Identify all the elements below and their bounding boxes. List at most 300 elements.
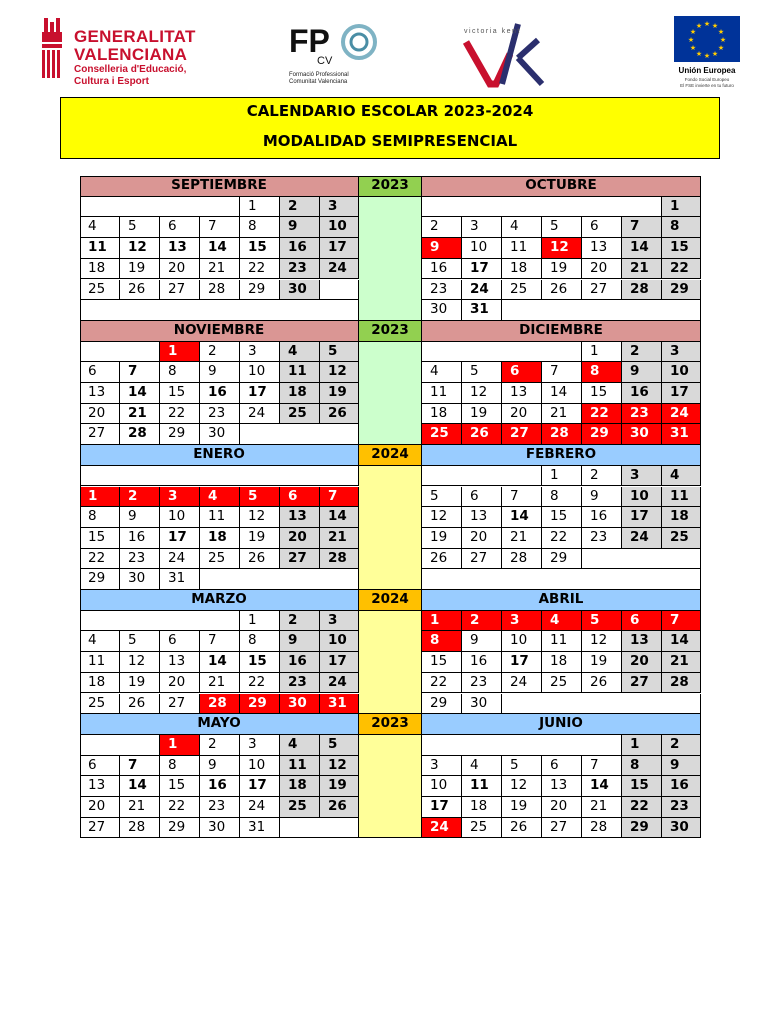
day-cell: 6 bbox=[462, 487, 502, 508]
day-cell: 16 bbox=[120, 528, 160, 549]
day-cell: 25 bbox=[542, 673, 582, 694]
day-cell: 23 bbox=[120, 549, 160, 570]
day-cell: 28 bbox=[502, 549, 542, 570]
day-cell: 6 bbox=[502, 362, 542, 383]
day-cell: 12 bbox=[320, 362, 359, 383]
day-cell: 4 bbox=[80, 217, 120, 238]
day-cell: 26 bbox=[542, 280, 582, 301]
day-cell: 19 bbox=[120, 673, 160, 694]
day-cell: 11 bbox=[462, 776, 502, 797]
year-label: 2023 bbox=[359, 321, 422, 342]
day-cell: 9 bbox=[622, 362, 662, 383]
day-cell: 3 bbox=[160, 487, 200, 508]
day-cell: 18 bbox=[502, 259, 542, 280]
day-cell: 30 bbox=[280, 280, 320, 301]
day-cell: 24 bbox=[662, 404, 701, 425]
day-cell: 10 bbox=[240, 362, 280, 383]
calendar-grid bbox=[80, 176, 701, 838]
svg-text:★: ★ bbox=[689, 28, 697, 36]
day-cell: 22 bbox=[240, 673, 280, 694]
day-cell: 15 bbox=[240, 238, 280, 259]
title-line1: CALENDARIO ESCOLAR 2023-2024 bbox=[246, 102, 534, 120]
day-cell: 20 bbox=[160, 673, 200, 694]
eu-line2: Fondo Social Europeo bbox=[684, 77, 730, 82]
day-cell: 18 bbox=[80, 673, 120, 694]
day-cell: 26 bbox=[320, 404, 359, 425]
day-cell: 24 bbox=[240, 797, 280, 818]
svg-text:★: ★ bbox=[717, 28, 725, 36]
day-cell: 17 bbox=[240, 383, 280, 404]
day-cell: 16 bbox=[622, 383, 662, 404]
day-cell: 25 bbox=[502, 280, 542, 301]
month-header: MARZO bbox=[80, 590, 359, 611]
empty-cell bbox=[422, 197, 662, 218]
day-cell: 24 bbox=[422, 818, 462, 839]
day-cell: 30 bbox=[422, 300, 462, 321]
day-cell: 5 bbox=[320, 342, 359, 363]
day-cell: 19 bbox=[462, 404, 502, 425]
day-cell: 31 bbox=[462, 300, 502, 321]
day-cell: 26 bbox=[320, 797, 359, 818]
day-cell: 9 bbox=[200, 756, 240, 777]
day-cell: 11 bbox=[280, 362, 320, 383]
day-cell: 9 bbox=[280, 631, 320, 652]
day-cell: 5 bbox=[120, 631, 160, 652]
day-cell: 5 bbox=[502, 756, 542, 777]
day-cell: 10 bbox=[462, 238, 502, 259]
fp-line1: Formació Professional bbox=[289, 72, 349, 78]
title-box bbox=[60, 97, 720, 159]
day-cell: 9 bbox=[200, 362, 240, 383]
day-cell: 15 bbox=[160, 776, 200, 797]
day-cell: 25 bbox=[422, 424, 462, 445]
day-cell: 10 bbox=[160, 507, 200, 528]
day-cell: 18 bbox=[662, 507, 701, 528]
empty-cell bbox=[80, 342, 160, 363]
vk-caption: victoria kent bbox=[464, 28, 521, 35]
day-cell: 12 bbox=[502, 776, 542, 797]
day-cell: 25 bbox=[280, 797, 320, 818]
gva-line4: Cultura i Esport bbox=[74, 76, 150, 87]
day-cell: 15 bbox=[582, 383, 622, 404]
day-cell: 7 bbox=[120, 362, 160, 383]
gva-line2: VALENCIANA bbox=[74, 45, 188, 64]
day-cell: 3 bbox=[502, 611, 542, 632]
day-cell: 19 bbox=[502, 797, 542, 818]
day-cell: 25 bbox=[200, 549, 240, 570]
fp-line2: Comunitat Valenciana bbox=[289, 79, 348, 85]
day-cell: 16 bbox=[280, 238, 320, 259]
day-cell: 24 bbox=[320, 259, 359, 280]
gva-line1: GENERALITAT bbox=[74, 27, 196, 46]
day-cell: 6 bbox=[622, 611, 662, 632]
day-cell: 13 bbox=[502, 383, 542, 404]
day-cell: 10 bbox=[662, 362, 701, 383]
eu-flag-icon bbox=[674, 16, 740, 62]
day-cell: 6 bbox=[280, 487, 320, 508]
day-cell: 26 bbox=[120, 694, 160, 715]
day-cell: 14 bbox=[320, 507, 359, 528]
day-cell: 3 bbox=[422, 756, 462, 777]
year-label: 2023 bbox=[359, 176, 422, 197]
year-column-fill bbox=[359, 611, 422, 715]
day-cell: 7 bbox=[200, 217, 240, 238]
day-cell: 28 bbox=[200, 694, 240, 715]
day-cell: 20 bbox=[280, 528, 320, 549]
day-cell: 23 bbox=[200, 797, 240, 818]
day-cell: 3 bbox=[240, 735, 280, 756]
day-cell: 28 bbox=[582, 818, 622, 839]
day-cell: 11 bbox=[662, 487, 701, 508]
day-cell: 31 bbox=[662, 424, 701, 445]
day-cell: 19 bbox=[120, 259, 160, 280]
empty-cell bbox=[200, 569, 359, 590]
day-cell: 1 bbox=[240, 611, 280, 632]
day-cell: 27 bbox=[280, 549, 320, 570]
day-cell: 30 bbox=[200, 818, 240, 839]
empty-cell bbox=[80, 197, 240, 218]
day-cell: 17 bbox=[662, 383, 701, 404]
svg-text:★: ★ bbox=[711, 50, 719, 58]
day-cell: 21 bbox=[120, 797, 160, 818]
day-cell: 21 bbox=[502, 528, 542, 549]
day-cell: 12 bbox=[320, 756, 359, 777]
day-cell: 14 bbox=[662, 631, 701, 652]
day-cell: 17 bbox=[622, 507, 662, 528]
day-cell: 19 bbox=[320, 776, 359, 797]
svg-text:★: ★ bbox=[703, 52, 711, 60]
day-cell: 5 bbox=[582, 611, 622, 632]
day-cell: 11 bbox=[80, 238, 120, 259]
empty-cell bbox=[320, 280, 359, 301]
day-cell: 1 bbox=[240, 197, 280, 218]
day-cell: 14 bbox=[200, 238, 240, 259]
day-cell: 18 bbox=[422, 404, 462, 425]
empty-cell bbox=[582, 549, 701, 570]
empty-cell bbox=[280, 818, 359, 839]
day-cell: 4 bbox=[662, 466, 701, 487]
day-cell: 15 bbox=[160, 383, 200, 404]
empty-cell bbox=[502, 694, 701, 715]
day-cell: 10 bbox=[320, 217, 359, 238]
day-cell: 29 bbox=[622, 818, 662, 839]
day-cell: 28 bbox=[120, 424, 160, 445]
year-column-fill bbox=[359, 466, 422, 590]
day-cell: 28 bbox=[120, 818, 160, 839]
day-cell: 13 bbox=[160, 238, 200, 259]
month-header: FEBRERO bbox=[422, 445, 701, 466]
day-cell: 26 bbox=[240, 549, 280, 570]
day-cell: 27 bbox=[160, 694, 200, 715]
day-cell: 19 bbox=[542, 259, 582, 280]
day-cell: 17 bbox=[240, 776, 280, 797]
day-cell: 6 bbox=[80, 756, 120, 777]
day-cell: 20 bbox=[582, 259, 622, 280]
day-cell: 8 bbox=[422, 631, 462, 652]
empty-cell bbox=[422, 569, 701, 590]
day-cell: 18 bbox=[542, 652, 582, 673]
day-cell: 1 bbox=[80, 487, 120, 508]
day-cell: 27 bbox=[502, 424, 542, 445]
year-label: 2024 bbox=[359, 590, 422, 611]
day-cell: 15 bbox=[662, 238, 701, 259]
month-header: ABRIL bbox=[422, 590, 701, 611]
day-cell: 31 bbox=[160, 569, 200, 590]
day-cell: 29 bbox=[582, 424, 622, 445]
day-cell: 16 bbox=[200, 383, 240, 404]
day-cell: 23 bbox=[280, 673, 320, 694]
day-cell: 13 bbox=[622, 631, 662, 652]
year-label: 2023 bbox=[359, 714, 422, 735]
day-cell: 1 bbox=[160, 342, 200, 363]
day-cell: 8 bbox=[240, 217, 280, 238]
day-cell: 20 bbox=[622, 652, 662, 673]
day-cell: 24 bbox=[502, 673, 542, 694]
year-column-fill bbox=[359, 197, 422, 321]
day-cell: 26 bbox=[582, 673, 622, 694]
day-cell: 1 bbox=[662, 197, 701, 218]
empty-cell bbox=[422, 735, 622, 756]
day-cell: 1 bbox=[160, 735, 200, 756]
day-cell: 27 bbox=[582, 280, 622, 301]
empty-cell bbox=[80, 611, 240, 632]
day-cell: 20 bbox=[160, 259, 200, 280]
svg-text:★: ★ bbox=[687, 36, 695, 44]
day-cell: 8 bbox=[662, 217, 701, 238]
day-cell: 11 bbox=[280, 756, 320, 777]
day-cell: 13 bbox=[582, 238, 622, 259]
day-cell: 18 bbox=[462, 797, 502, 818]
day-cell: 12 bbox=[582, 631, 622, 652]
day-cell: 28 bbox=[622, 280, 662, 301]
day-cell: 29 bbox=[422, 694, 462, 715]
union-europea-logo bbox=[672, 16, 742, 92]
day-cell: 5 bbox=[320, 735, 359, 756]
day-cell: 15 bbox=[422, 652, 462, 673]
day-cell: 4 bbox=[502, 217, 542, 238]
day-cell: 8 bbox=[240, 631, 280, 652]
day-cell: 21 bbox=[582, 797, 622, 818]
svg-text:★: ★ bbox=[717, 44, 725, 52]
day-cell: 23 bbox=[462, 673, 502, 694]
day-cell: 2 bbox=[200, 735, 240, 756]
day-cell: 23 bbox=[422, 280, 462, 301]
day-cell: 11 bbox=[80, 652, 120, 673]
day-cell: 21 bbox=[542, 404, 582, 425]
day-cell: 14 bbox=[200, 652, 240, 673]
day-cell: 15 bbox=[622, 776, 662, 797]
month-header: SEPTIEMBRE bbox=[80, 176, 359, 197]
day-cell: 22 bbox=[662, 259, 701, 280]
day-cell: 3 bbox=[622, 466, 662, 487]
year-column-fill bbox=[359, 735, 422, 839]
gva-line3: Conselleria d'Educació, bbox=[74, 64, 187, 75]
day-cell: 20 bbox=[502, 404, 542, 425]
empty-cell bbox=[502, 300, 701, 321]
day-cell: 23 bbox=[280, 259, 320, 280]
day-cell: 5 bbox=[120, 217, 160, 238]
day-cell: 22 bbox=[582, 404, 622, 425]
day-cell: 5 bbox=[542, 217, 582, 238]
day-cell: 3 bbox=[320, 197, 359, 218]
day-cell: 4 bbox=[422, 362, 462, 383]
day-cell: 3 bbox=[320, 611, 359, 632]
day-cell: 4 bbox=[280, 342, 320, 363]
day-cell: 22 bbox=[542, 528, 582, 549]
day-cell: 16 bbox=[662, 776, 701, 797]
day-cell: 25 bbox=[662, 528, 701, 549]
day-cell: 15 bbox=[80, 528, 120, 549]
day-cell: 1 bbox=[582, 342, 622, 363]
day-cell: 2 bbox=[622, 342, 662, 363]
day-cell: 14 bbox=[502, 507, 542, 528]
eu-line3: El FSE invierte en tu futuro bbox=[680, 83, 734, 88]
day-cell: 10 bbox=[502, 631, 542, 652]
day-cell: 8 bbox=[160, 362, 200, 383]
day-cell: 10 bbox=[422, 776, 462, 797]
day-cell: 17 bbox=[160, 528, 200, 549]
day-cell: 29 bbox=[80, 569, 120, 590]
day-cell: 22 bbox=[160, 404, 200, 425]
day-cell: 10 bbox=[240, 756, 280, 777]
day-cell: 18 bbox=[280, 776, 320, 797]
day-cell: 19 bbox=[422, 528, 462, 549]
day-cell: 14 bbox=[120, 776, 160, 797]
day-cell: 30 bbox=[280, 694, 320, 715]
day-cell: 7 bbox=[320, 487, 359, 508]
day-cell: 16 bbox=[422, 259, 462, 280]
day-cell: 26 bbox=[422, 549, 462, 570]
day-cell: 30 bbox=[622, 424, 662, 445]
day-cell: 19 bbox=[240, 528, 280, 549]
svg-text:★: ★ bbox=[689, 44, 697, 52]
day-cell: 22 bbox=[422, 673, 462, 694]
day-cell: 27 bbox=[160, 280, 200, 301]
day-cell: 31 bbox=[240, 818, 280, 839]
day-cell: 8 bbox=[80, 507, 120, 528]
day-cell: 27 bbox=[462, 549, 502, 570]
month-header: JUNIO bbox=[422, 714, 701, 735]
day-cell: 21 bbox=[200, 259, 240, 280]
month-header: OCTUBRE bbox=[422, 176, 701, 197]
day-cell: 1 bbox=[422, 611, 462, 632]
day-cell: 16 bbox=[462, 652, 502, 673]
svg-text:★: ★ bbox=[695, 50, 703, 58]
year-column-fill bbox=[359, 342, 422, 446]
day-cell: 29 bbox=[240, 694, 280, 715]
day-cell: 20 bbox=[80, 797, 120, 818]
day-cell: 17 bbox=[422, 797, 462, 818]
day-cell: 9 bbox=[582, 487, 622, 508]
day-cell: 17 bbox=[502, 652, 542, 673]
day-cell: 26 bbox=[462, 424, 502, 445]
day-cell: 27 bbox=[80, 424, 120, 445]
day-cell: 2 bbox=[280, 611, 320, 632]
day-cell: 16 bbox=[200, 776, 240, 797]
day-cell: 9 bbox=[120, 507, 160, 528]
day-cell: 8 bbox=[622, 756, 662, 777]
year-label: 2024 bbox=[359, 445, 422, 466]
day-cell: 25 bbox=[462, 818, 502, 839]
day-cell: 29 bbox=[240, 280, 280, 301]
day-cell: 20 bbox=[462, 528, 502, 549]
empty-cell bbox=[80, 466, 359, 487]
day-cell: 19 bbox=[320, 383, 359, 404]
day-cell: 18 bbox=[200, 528, 240, 549]
day-cell: 24 bbox=[240, 404, 280, 425]
day-cell: 7 bbox=[582, 756, 622, 777]
day-cell: 13 bbox=[160, 652, 200, 673]
day-cell: 6 bbox=[582, 217, 622, 238]
empty-cell bbox=[240, 424, 359, 445]
day-cell: 17 bbox=[320, 238, 359, 259]
day-cell: 12 bbox=[422, 507, 462, 528]
empty-cell bbox=[80, 300, 359, 321]
eu-line1: Unión Europea bbox=[678, 66, 736, 75]
day-cell: 2 bbox=[280, 197, 320, 218]
day-cell: 18 bbox=[80, 259, 120, 280]
day-cell: 30 bbox=[120, 569, 160, 590]
day-cell: 29 bbox=[662, 280, 701, 301]
day-cell: 4 bbox=[80, 631, 120, 652]
day-cell: 17 bbox=[320, 652, 359, 673]
day-cell: 27 bbox=[622, 673, 662, 694]
day-cell: 14 bbox=[622, 238, 662, 259]
day-cell: 4 bbox=[462, 756, 502, 777]
victoria-kent-logo bbox=[462, 18, 548, 88]
day-cell: 3 bbox=[462, 217, 502, 238]
day-cell: 6 bbox=[80, 362, 120, 383]
month-header: ENERO bbox=[80, 445, 359, 466]
day-cell: 7 bbox=[120, 756, 160, 777]
day-cell: 20 bbox=[80, 404, 120, 425]
empty-cell bbox=[422, 466, 542, 487]
day-cell: 12 bbox=[120, 238, 160, 259]
day-cell: 12 bbox=[542, 238, 582, 259]
day-cell: 7 bbox=[502, 487, 542, 508]
day-cell: 2 bbox=[582, 466, 622, 487]
day-cell: 2 bbox=[662, 735, 701, 756]
svg-text:★: ★ bbox=[703, 20, 711, 28]
day-cell: 26 bbox=[502, 818, 542, 839]
fp-cv-logo bbox=[285, 22, 380, 84]
day-cell: 13 bbox=[80, 776, 120, 797]
day-cell: 9 bbox=[280, 217, 320, 238]
day-cell: 7 bbox=[662, 611, 701, 632]
day-cell: 22 bbox=[80, 549, 120, 570]
day-cell: 11 bbox=[542, 631, 582, 652]
day-cell: 2 bbox=[120, 487, 160, 508]
day-cell: 23 bbox=[582, 528, 622, 549]
day-cell: 10 bbox=[320, 631, 359, 652]
day-cell: 21 bbox=[200, 673, 240, 694]
month-header: DICIEMBRE bbox=[422, 321, 701, 342]
day-cell: 24 bbox=[160, 549, 200, 570]
day-cell: 25 bbox=[80, 694, 120, 715]
day-cell: 24 bbox=[320, 673, 359, 694]
day-cell: 5 bbox=[240, 487, 280, 508]
day-cell: 7 bbox=[200, 631, 240, 652]
day-cell: 22 bbox=[240, 259, 280, 280]
generalitat-valenciana-logo bbox=[38, 16, 208, 90]
day-cell: 8 bbox=[542, 487, 582, 508]
day-cell: 28 bbox=[662, 673, 701, 694]
day-cell: 4 bbox=[200, 487, 240, 508]
fp-mark-text: FP bbox=[289, 23, 330, 59]
day-cell: 9 bbox=[422, 238, 462, 259]
day-cell: 2 bbox=[200, 342, 240, 363]
day-cell: 29 bbox=[160, 818, 200, 839]
